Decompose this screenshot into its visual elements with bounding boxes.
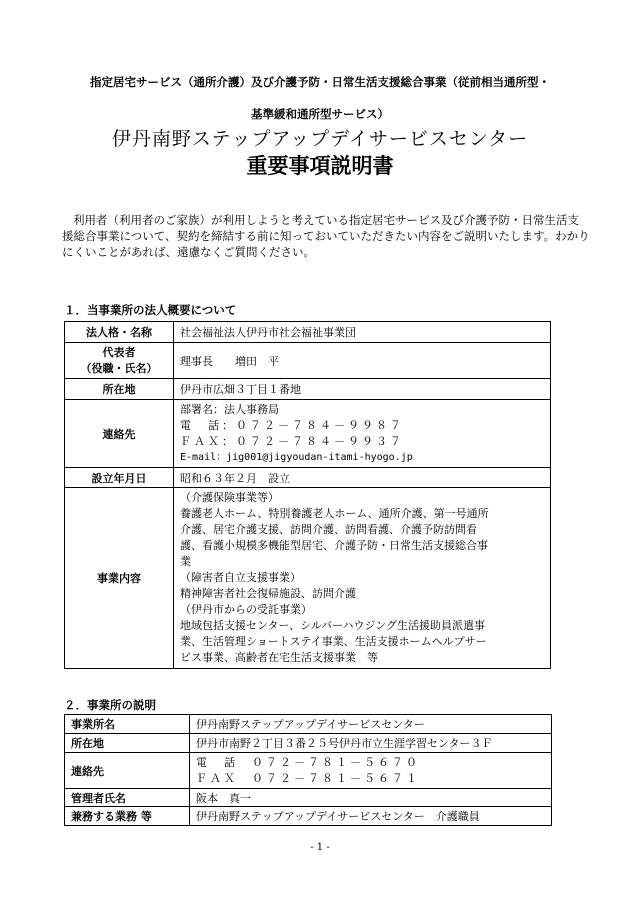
representative-label-line-1: 代表者 (102, 345, 136, 359)
table-row (65, 468, 551, 488)
document-header (40, 66, 600, 130)
business-line: （伊丹市からの受託事業） (180, 603, 312, 616)
table-row (65, 400, 551, 468)
facility-contact-value (190, 753, 552, 789)
representative-label (65, 343, 174, 379)
facility-fax: ＦＡＸ ０７２－７８１－５６７１ (196, 771, 420, 785)
table-row (65, 734, 552, 753)
business-line: 地域包括支援センター、シルバーハウジング生活援助員派遣事 (180, 619, 486, 632)
contact-fax: ＦＡＸ：０７２－７８４－９９３７ (180, 434, 404, 448)
section-1-heading: １．当事業所の法人概要について (64, 303, 237, 317)
table-row (65, 488, 551, 669)
manager-value: 阪本 真一 (190, 789, 552, 807)
representative-label-line-2: （役職・氏名） (80, 361, 158, 375)
business-line: ビス事業、高齢者在宅生活支援事業 等 (180, 651, 378, 664)
established-value: 昭和６３年２月 設立 (174, 468, 551, 488)
facility-name-label: 事業所名 (65, 715, 190, 734)
document-title: 重要事項説明書 (246, 154, 394, 178)
contact-phone: 電 話：０７２－７８４－９９８７ (180, 418, 404, 432)
corp-name-label: 法人格・名称 (65, 322, 174, 343)
facility-title: 伊丹南野ステップアップデイサービスセンター (111, 128, 529, 150)
contact-department: 部署名：法人事務局 (180, 402, 279, 416)
concurrent-duties-value: 伊丹南野ステップアップデイサービスセンター 介護職員 (190, 807, 552, 826)
business-content (174, 488, 551, 669)
intro-paragraph: 利用者（利用者のご家族）が利用しようと考えている指定居宅サービス及び介護予防・日常生活支援総合事業について、契約を締結する前に知っておいていただきたい内容をご説明いたします。わかりにくいことがあれば、遠慮なくご質問ください。 (62, 213, 590, 259)
corp-address-value: 伊丹市広畑３丁目１番地 (174, 379, 551, 400)
section-2-heading: ２．事業所の説明 (64, 698, 156, 712)
business-line: （障害者自立支援事業） (180, 571, 301, 584)
facility-table (64, 714, 552, 826)
table-row (65, 753, 552, 789)
facility-address-label: 所在地 (65, 734, 190, 753)
concurrent-duties-label: 兼務する業務 等 (65, 807, 190, 826)
table-row (65, 322, 551, 343)
established-label: 設立年月日 (65, 468, 174, 488)
facility-name-value: 伊丹南野ステップアップデイサービスセンター (190, 715, 552, 734)
representative-value: 理事長 増田 平 (174, 343, 551, 379)
contact-email: E-mail：jig001@jigyoudan-itami-hyogo.jp (180, 451, 413, 463)
header-line-1: 指定居宅サービス（通所介護）及び介護予防・日常生活支援総合事業（従前相当通所型・ (90, 75, 550, 89)
business-line: 業、生活管理ショートステイ事業、生活支援ホームヘルプサー (180, 635, 487, 648)
facility-contact-label: 連絡先 (65, 753, 190, 789)
corp-address-label: 所在地 (65, 379, 174, 400)
corp-contact-label: 連絡先 (65, 400, 174, 468)
business-line: 精神障害者社会復帰施設、訪問介護 (180, 587, 356, 600)
table-row (65, 807, 552, 826)
manager-label: 管理者氏名 (65, 789, 190, 807)
table-row (65, 343, 551, 379)
table-row (65, 789, 552, 807)
business-line: 業 (180, 555, 191, 568)
business-line: （介護保険事業等） (180, 491, 279, 504)
facility-phone: 電 話 ０７２－７８１－５６７０ (196, 755, 420, 769)
business-line: 介護、居宅介護支援、訪問介護、訪問看護、介護予防訪問看 (180, 523, 477, 536)
table-row (65, 715, 552, 734)
table-row (65, 379, 551, 400)
corporation-table (64, 321, 551, 669)
corp-contact-value (174, 400, 551, 468)
header-line-2: 基準緩和通所型サービス） (251, 107, 389, 121)
business-label: 事業内容 (65, 488, 174, 669)
page-number: - 1 - (310, 842, 330, 853)
facility-address-value: 伊丹市南野２丁目３番２５号伊丹市立生涯学習センター３Ｆ (190, 734, 552, 753)
business-line: 養護老人ホーム、特別養護老人ホーム、通所介護、第一号通所 (180, 507, 489, 520)
corp-name-value: 社会福祉法人伊丹市社会福祉事業団 (174, 322, 551, 343)
business-line: 護、看護小規模多機能型居宅、介護予防・日常生活支援総合事 (180, 539, 488, 552)
